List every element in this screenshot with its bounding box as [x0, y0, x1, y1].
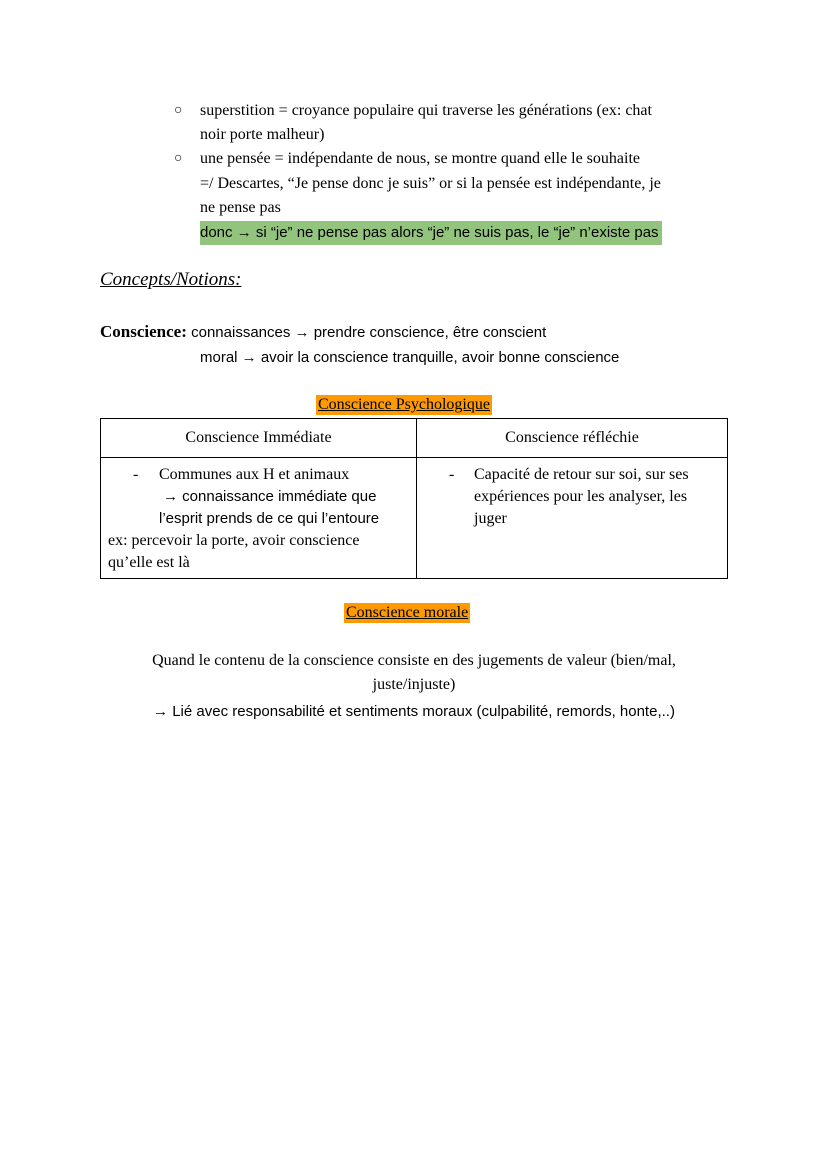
bullet-circle-icon: ○ [174, 151, 183, 166]
col1-cell [101, 458, 417, 579]
bullet-text-line: une pensée = indépendante de nous, se montre quand elle le souhaite [200, 150, 640, 167]
cell-text-line: Capacité de retour sur soi, sur ses [474, 466, 689, 483]
morale-line-3: → Lié avec responsabilité et sentiments moraux (culpabilité, remords, honte,..) [153, 703, 675, 720]
psych-table [100, 418, 728, 579]
cell-text-line: Communes aux H et animaux [159, 466, 350, 483]
dash-marker: - [449, 466, 455, 483]
bullet-text-line: noir porte malheur) [200, 126, 325, 143]
bullet-circle-icon: ○ [174, 103, 183, 118]
dash-marker: - [133, 466, 139, 483]
bullet-text-line: ne pense pas [200, 199, 281, 216]
cell-text-line: qu’elle est là [108, 554, 190, 571]
cell-text-line: l’esprit prends de ce qui l’entoure [159, 510, 380, 527]
col2-cell [417, 458, 728, 579]
morale-line-1: Quand le contenu de la conscience consiste en des jugements de valeur (bien/mal, [152, 652, 676, 669]
morale-line-2: juste/injuste) [372, 676, 456, 693]
conscience-definition [100, 320, 546, 345]
cell-text-line: expériences pour les analyser, les [474, 488, 688, 505]
cell-text-line: juger [474, 510, 507, 527]
col1-header: Conscience Immédiate [101, 419, 417, 458]
col2-header: Conscience réfléchie [417, 419, 728, 458]
cell-text-line: → connaissance immédiate que [163, 488, 377, 505]
psych-title: Conscience Psychologique [318, 396, 490, 413]
conscience-line-1: connaissances → prendre conscience, être conscient [191, 324, 547, 341]
conscience-line-2: moral → avoir la conscience tranquille, avoir bonne conscience [200, 349, 620, 366]
conscience-term: Conscience: [100, 322, 187, 341]
bullet-text-line: superstition = croyance populaire qui traverse les générations (ex: chat [200, 102, 652, 119]
morale-title: Conscience morale [346, 604, 469, 621]
bullet-text-line: =/ Descartes, “Je pense donc je suis” or si la pensée est indépendante, je [200, 175, 661, 192]
highlighted-conclusion: donc → si “je” ne pense pas alors “je” ne suis pas, le “je” n’existe pas [200, 221, 662, 245]
cell-text-line: ex: percevoir la porte, avoir conscience [108, 532, 360, 549]
section-heading: Concepts/Notions: [100, 269, 242, 290]
